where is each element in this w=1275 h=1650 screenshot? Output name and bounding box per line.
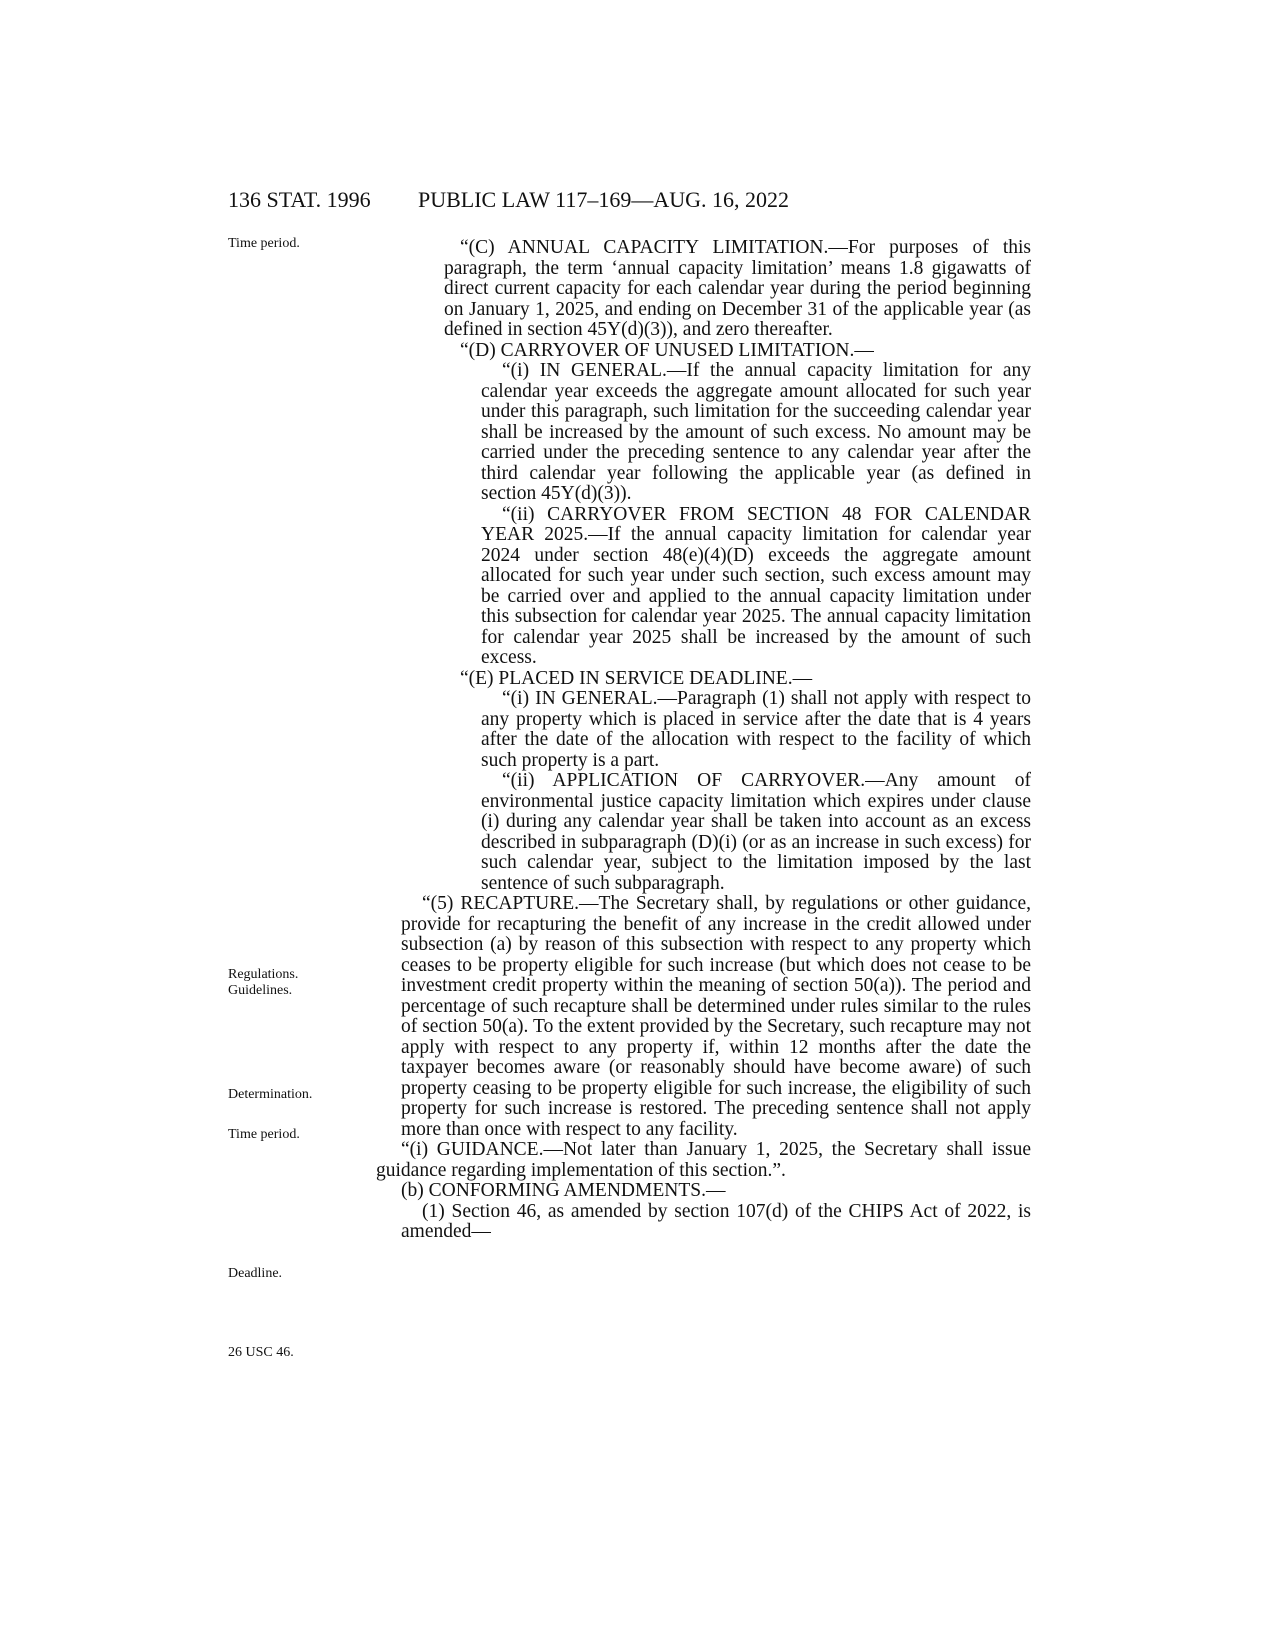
margin-note-determination: Determination. <box>228 1087 313 1102</box>
paragraph-b-1: (1) Section 46, as amended by section 107(d) of the CHIPS Act of 2022, is amended— <box>401 1200 1031 1242</box>
paragraph-5-recapture: “(5) RECAPTURE.—The Secretary shall, by regulations or other guidance, provide for recapturing the benefit of any increase in the credit allowed under subsection (a) by reason of this subsection with respect to any property which ceases to be property eligible for such increase (but which does not cease to be investment credit property within the meaning of section 50(a)). The period and percentage of such recapture shall be determined under rules similar to the rules of section 50(a). To the extent provided by the Secretary, such recapture may not apply with respect to any property if, within 12 months after the date the taxpayer becomes aware (or reasonably should have become aware) of such property ceasing to be property eligible for such increase, the eligibility of such property for such increase is restored. The preceding sentence shall not apply more than once with respect to any facility. <box>401 893 1031 1140</box>
clause-e-ii: “(ii) APPLICATION OF CARRYOVER.—Any amount of environmental justice capacity limitation which expires under clause (i) during any calendar year shall be taken into account as an excess described in subparagraph (D)(i) (or as an increase in such excess) for such calendar year, subject to the limitation imposed by the last sentence of such subparagraph. <box>481 770 1031 894</box>
subsection-b-heading: (b) CONFORMING AMENDMENTS.— <box>401 1180 726 1201</box>
margin-note-usc: 26 USC 46. <box>228 1345 294 1360</box>
law-title: PUBLIC LAW 117–169—AUG. 16, 2022 <box>418 187 790 212</box>
clause-e-i: “(i) IN GENERAL.—Paragraph (1) shall not apply with respect to any property which is placed in service after the date that is 4 years after the date of the allocation with respect to the facility of which such property is a part. <box>481 688 1031 771</box>
margin-note-time-period-2: Time period. <box>228 1127 300 1142</box>
subparagraph-c: “(C) ANNUAL CAPACITY LIMITATION.—For purposes of this paragraph, the term ‘annual capacity limitation’ means 1.8 gigawatts of direct current capacity for each calendar year during the period beginning on January 1, 2025, and ending on December 31 of the applicable year (as defined in section 45Y(d)(3)), and zero thereafter. <box>444 237 1031 340</box>
statute-text <box>376 238 1031 1243</box>
margin-note-time-period: Time period. <box>228 236 300 251</box>
margin-note-regulations: Regulations. <box>228 967 299 982</box>
subparagraph-e-heading: “(E) PLACED IN SERVICE DEADLINE.— <box>460 667 813 689</box>
margin-note-deadline: Deadline. <box>228 1266 283 1281</box>
clause-i-guidance: “(i) GUIDANCE.—Not later than January 1, 2025, the Secretary shall issue guidance regarding implementation of this section.”. <box>376 1139 1031 1181</box>
page-reference: 136 STAT. 1996 <box>228 187 371 212</box>
margin-note-guidelines: Guidelines. <box>228 983 293 998</box>
clause-d-i: “(i) IN GENERAL.—If the annual capacity limitation for any calendar year exceeds the aggregate amount allocated for such year under this paragraph, such limitation for the succeeding calendar year shall be increased by the amount of such excess. No amount may be carried under the preceding sentence to any calendar year after the third calendar year following the applicable year (as defined in section 45Y(d)(3)). <box>481 360 1031 504</box>
subparagraph-d-heading: “(D) CARRYOVER OF UNUSED LIMITATION.— <box>460 339 874 361</box>
clause-d-ii: “(ii) CARRYOVER FROM SECTION 48 FOR CALENDAR YEAR 2025.—If the annual capacity limitation for calendar year 2024 under section 48(e)(4)(D) exceeds the aggregate amount allocated for such year under such section, such excess amount may be carried over and applied to the annual capacity limitation under this subsection for calendar year 2025. The annual capacity limitation for calendar year 2025 shall be increased by the amount of such excess. <box>481 503 1031 668</box>
